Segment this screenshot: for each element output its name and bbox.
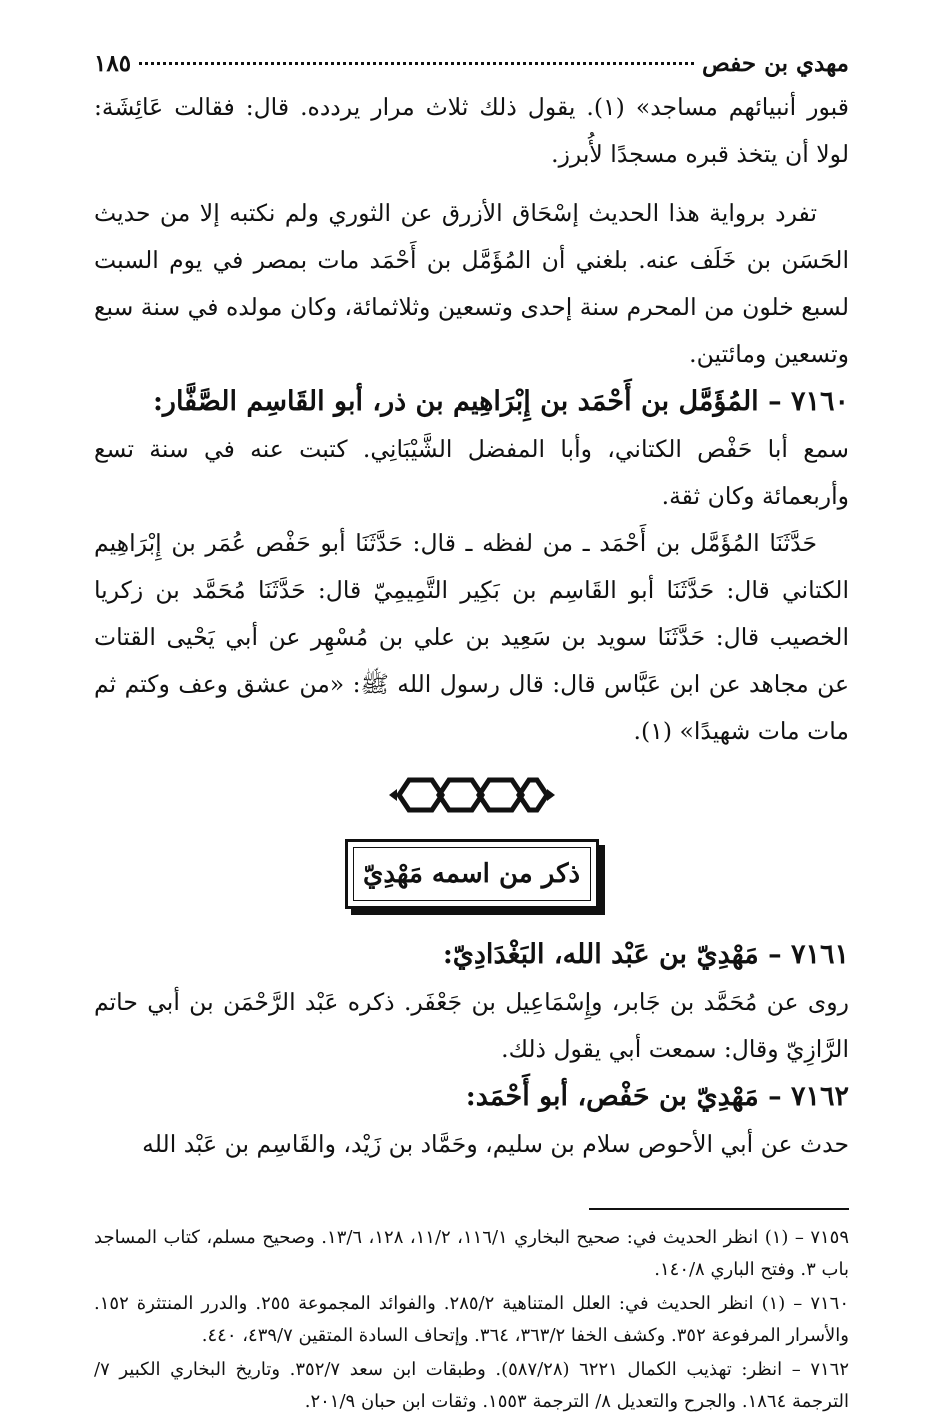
paragraph-entry-7161: روى عن مُحَمَّد بن جَابر، وإِسْمَاعِيل بن جَعْفَر. ذكره عَبْد الرَّحْمَن بن أبي حاتم الرَّازِيّ وقال: سمعت أبي يقول ذلك. xyxy=(94,988,849,1063)
leader-dots xyxy=(139,62,694,65)
section-title-box xyxy=(345,839,599,909)
footnote-7160: ٧١٦٠ – (١) انظر الحديث في: العلل المتناهية ٢٨٥/٢. والفوائد المجموعة ٢٥٥. والدرر المنتثرة ١٥٢. والأسرار المرفوعة ٣٥٢. وكشف الخفا ٣٦٣/٢، ٣٦٤. وإتحاف السادة المتقين ٤٣٩/٧، ٤٤٠. xyxy=(94,1293,849,1346)
footnote-7162: ٧١٦٢ – انظر: تهذيب الكمال ٦٢٢١ (٥٨٧/٢٨). وطبقات ابن سعد ٣٥٢/٧. وتاريخ البخاري الكبير ٧/ الترجمة ١٨٦٤. والجرح والتعديل ٨/ الترجمة ١٥٥٣. وثقات ابن حبان ٢٠١/٩. xyxy=(94,1359,850,1412)
footnote-rule xyxy=(589,1208,849,1210)
footnotes xyxy=(94,1222,849,1418)
paragraph-entry-7162: حدث عن أبي الأحوص سلام بن سليم، وحَمَّاد بن زَيْد، والقَاسِم بن عَبْد الله xyxy=(142,1130,849,1158)
entry-heading-7162: ٧١٦٢ – مَهْدِيّ بن حَفْص، أبو أَحْمَد: xyxy=(465,1081,849,1112)
paragraph-hadith-chain: حَدَّثَنَا المُؤَمَّل بن أَحْمَد ـ من لفظه ـ قال: حَدَّثَنَا أبو حَفْص عُمَر بن إِبْرَاهِيم الكتاني قال: حَدَّثَنَا أبو القَاسِم بن بَكِير التَّمِيمِيّ قال: حَدَّثَنَا مُحَمَّد بن زكريا الخصيب قال: حَدَّثَنَا سويد بن سَعِيد بن علي بن مُسْهِر عن أبي يَحْيى القتات عن مجاهد عن ابن عَبَّاس قال: قال رسول الله ﷺ: «من عشق وعف وكتم ثم مات مات شهيدًا» (١). xyxy=(94,529,849,745)
section-title: ذكر من اسمه مَهْدِيّ xyxy=(353,847,591,901)
entry-heading-7161: ٧١٦١ – مَهْدِيّ بن عَبْد الله، البَغْدَادِيّ: xyxy=(442,939,849,970)
main-text xyxy=(94,84,849,1168)
paragraph-continuation: قبور أنبيائهم مساجد» (١). يقول ذلك ثلاث مرار يردده. قال: فقالت عَائِشَة: لولا أن يتخذ قبره مسجدًا لأُبرز. xyxy=(94,93,849,168)
paragraph-narration-note: تفرد برواية هذا الحديث إسْحَاق الأزرق عن الثوري ولم نكتبه إلا من حديث الحَسَن بن خَلَف عنه. بلغني أن المُؤَمَّل بن أَحْمَد مات بمصر في يوم السبت لسبع خلون من المحرم سنة إحدى وتسعين وثلاثمائة، وكان مولده في سنة سبع وتسعين ومائتين. xyxy=(94,199,849,368)
paragraph-entry-7160: سمع أبا حَفْص الكتاني، وأبا المفضل الشَّيْبَانِي. كتبت عنه في سنة تسع وأربعمائة وكان ثقة. xyxy=(94,435,849,510)
running-header xyxy=(94,44,849,84)
ornament-divider xyxy=(94,775,849,815)
entry-heading-7160: ٧١٦٠ – المُؤَمَّل بن أَحْمَد بن إِبْرَاهِيم بن ذر، أبو القَاسِم الصَّفَّار: xyxy=(152,386,849,417)
page-number: ١٨٥ xyxy=(94,50,132,77)
ornament-icon xyxy=(387,775,557,815)
footnote-7159: ٧١٥٩ – (١) انظر الحديث في: صحيح البخاري ١١٦/١، ١١/٢، ١٢٨، ١٣/٦. وصحيح مسلم، كتاب المساجد باب ٣. وفتح الباري ١٤٠/٨. xyxy=(94,1227,849,1280)
running-title: مهدي بن حفص xyxy=(702,50,849,77)
